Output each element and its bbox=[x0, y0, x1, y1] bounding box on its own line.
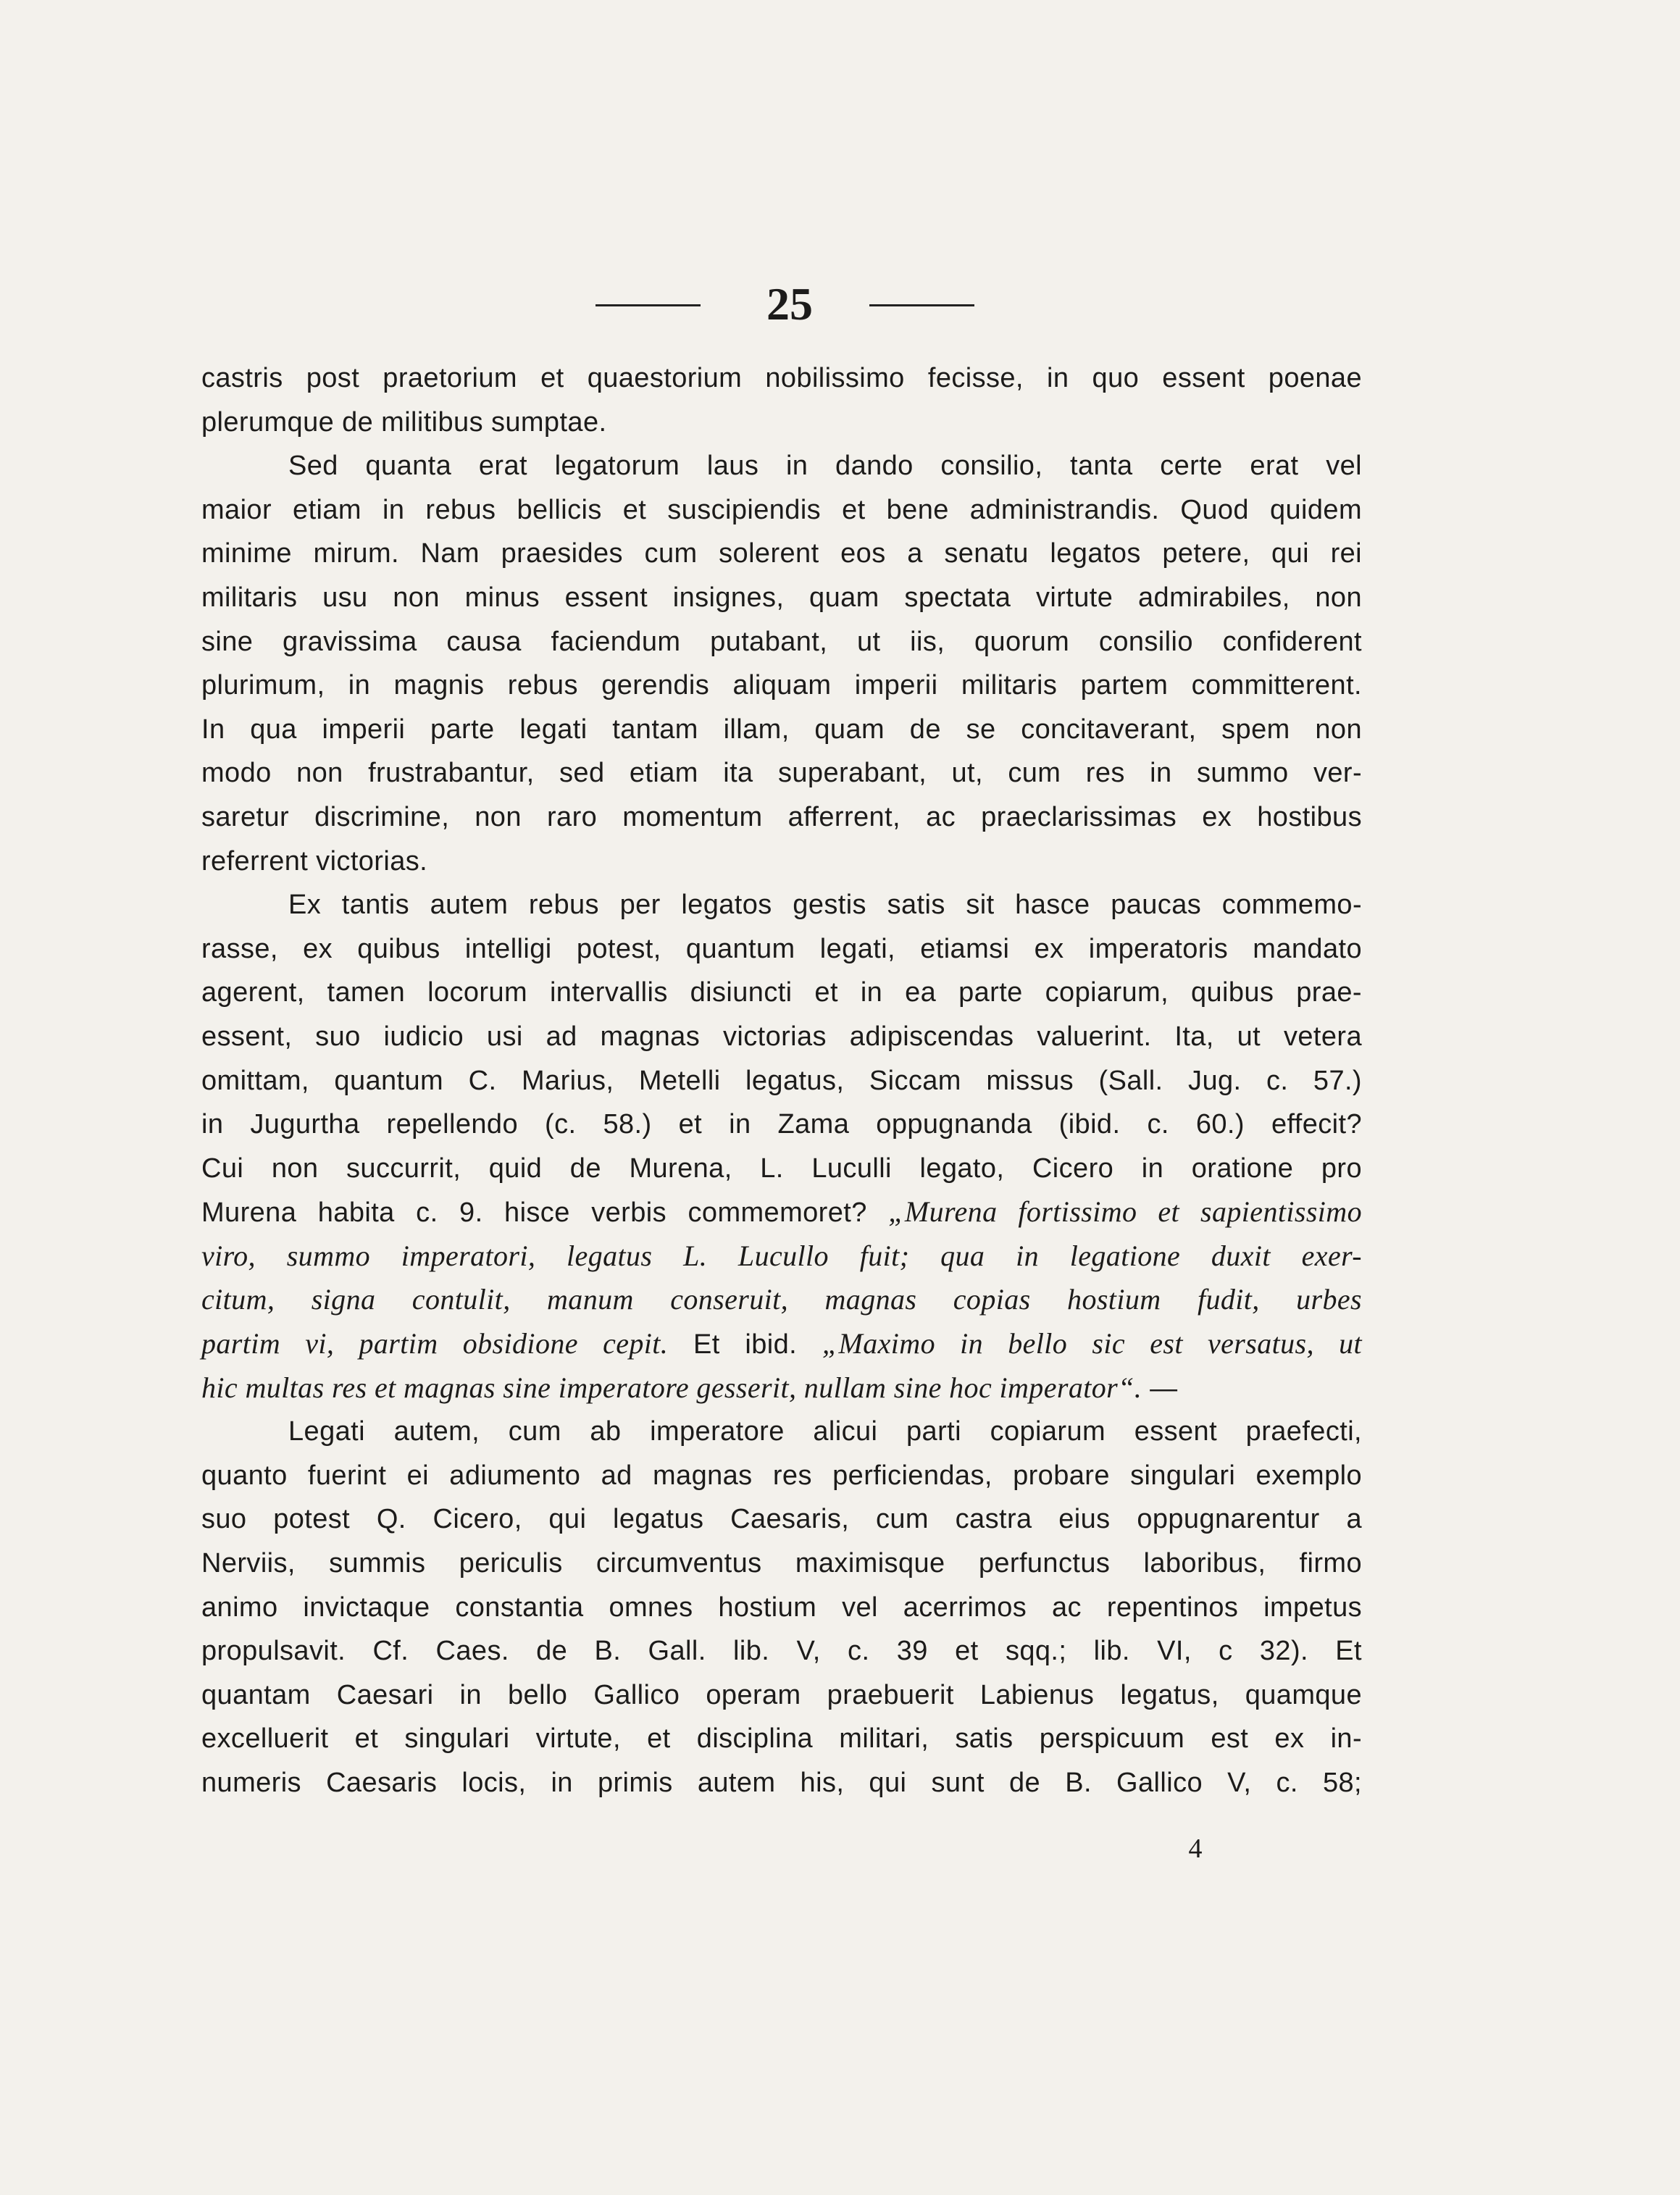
text-line: referrent victorias. bbox=[201, 845, 428, 877]
page-number: 25 bbox=[766, 278, 813, 330]
quote-italic: „Maximo in bello sic est versatus, ut bbox=[822, 1327, 1363, 1360]
text-line: agerent, tamen locorum intervallis disiuncti et in ea parte copiarum, quibus prae- bbox=[201, 977, 1362, 1008]
header-rule-right bbox=[869, 304, 974, 306]
text-line: sine gravissima causa faciendum putabant, ut iis, quorum consilio confiderent bbox=[201, 626, 1362, 657]
text-line bbox=[201, 1322, 1362, 1366]
page-header bbox=[0, 275, 1680, 333]
text-line: militaris usu non minus essent insignes, quam spectata virtute admirabiles, non bbox=[201, 582, 1362, 613]
text-line: in Jugurtha repellendo (c. 58.) et in Zama oppugnanda (ibid. c. 60.) effecit? bbox=[201, 1109, 1362, 1140]
text-line bbox=[201, 1234, 1362, 1279]
signature-mark: 4 bbox=[1188, 1834, 1203, 1864]
text-line bbox=[201, 1190, 1362, 1234]
text-segment: — bbox=[1142, 1373, 1178, 1404]
text-line: Legati autem, cum ab imperatore alicui parti copiarum essent praefecti, bbox=[288, 1416, 1362, 1447]
text-line: modo non frustrabantur, sed etiam ita superabant, ut, cum res in summo ver- bbox=[201, 758, 1362, 789]
text-line: suo potest Q. Cicero, qui legatus Caesaris, cum castra eius oppugnarentur a bbox=[201, 1504, 1362, 1535]
quote-italic: hic multas res et magnas sine imperatore gesserit, nullam sine hoc imperator“. bbox=[201, 1371, 1142, 1404]
text-line: plerumque de militibus sumptae. bbox=[201, 406, 607, 438]
text-line: numeris Caesaris locis, in primis autem his, qui sunt de B. Gallico V, c. 58; bbox=[201, 1768, 1362, 1798]
text-line: essent, suo iudicio usi ad magnas victorias adipiscendas valuerint. Ita, ut vetera bbox=[201, 1021, 1362, 1052]
text-line: In qua imperii parte legati tantam illam, quam de se concitaverant, spem non bbox=[201, 714, 1362, 745]
text-line: propulsavit. Cf. Caes. de B. Gall. lib. V, c. 39 et sqq.; lib. VI, c 32). Et bbox=[201, 1636, 1362, 1667]
text-line: animo invictaque constantia omnes hostium vel acerrimos ac repentinos impetus bbox=[201, 1592, 1362, 1623]
text-line: minime mirum. Nam praesides cum solerent eos a senatu legatos petere, qui rei bbox=[201, 538, 1362, 569]
text-line: omittam, quantum C. Marius, Metelli legatus, Siccam missus (Sall. Jug. c. 57.) bbox=[201, 1065, 1362, 1096]
text-segment: Murena habita c. 9. hisce verbis commemoret? bbox=[201, 1197, 889, 1229]
text-line: plurimum, in magnis rebus gerendis aliquam imperii militaris partem committerent. bbox=[201, 670, 1362, 701]
text-segment: Et ibid. bbox=[668, 1329, 822, 1360]
text-line: castris post praetorium et quaestorium nobilissimo fecisse, in quo essent poenae bbox=[201, 363, 1362, 393]
text-line: excelluerit et singulari virtute, et disciplina militari, satis perspicuum est ex in- bbox=[201, 1723, 1362, 1755]
quote-italic: partim vi, partim obsidione cepit. bbox=[201, 1327, 669, 1360]
text-line bbox=[201, 1278, 1362, 1322]
text-line: Nerviis, summis periculis circumventus maximisque perfunctus laboribus, firmo bbox=[201, 1548, 1362, 1579]
body-text bbox=[201, 356, 1362, 1805]
quote-italic: viro, summo imperatori, legatus L. Lucullo fuit; qua in legatione duxit exer- bbox=[201, 1239, 1362, 1272]
text-line: quantam Caesari in bello Gallico operam praebuerit Labienus legatus, quamque bbox=[201, 1679, 1362, 1710]
header-rule-left bbox=[595, 304, 701, 306]
text-line: rasse, ex quibus intelligi potest, quantum legati, etiamsi ex imperatoris mandato bbox=[201, 933, 1362, 964]
text-line: maior etiam in rebus bellicis et suscipiendis et bene administrandis. Quod quidem bbox=[201, 494, 1362, 525]
text-line: saretur discrimine, non raro momentum afferrent, ac praeclarissimas ex hostibus bbox=[201, 801, 1362, 832]
quote-italic: citum, signa contulit, manum conseruit, magnas copias hostium fudit, urbes bbox=[201, 1283, 1362, 1316]
text-line: Sed quanta erat legatorum laus in dando consilio, tanta certe erat vel bbox=[288, 451, 1362, 482]
text-line: Cui non succurrit, quid de Murena, L. Luculli legato, Cicero in oratione pro bbox=[201, 1153, 1362, 1184]
text-line bbox=[201, 1366, 1362, 1410]
quote-italic: „Murena fortissimo et sapientissimo bbox=[888, 1195, 1362, 1229]
text-line: Ex tantis autem rebus per legatos gestis satis sit hasce paucas commemo- bbox=[288, 890, 1362, 921]
text-line: quanto fuerint ei adiumento ad magnas res perficiendas, probare singulari exemplo bbox=[201, 1460, 1362, 1491]
